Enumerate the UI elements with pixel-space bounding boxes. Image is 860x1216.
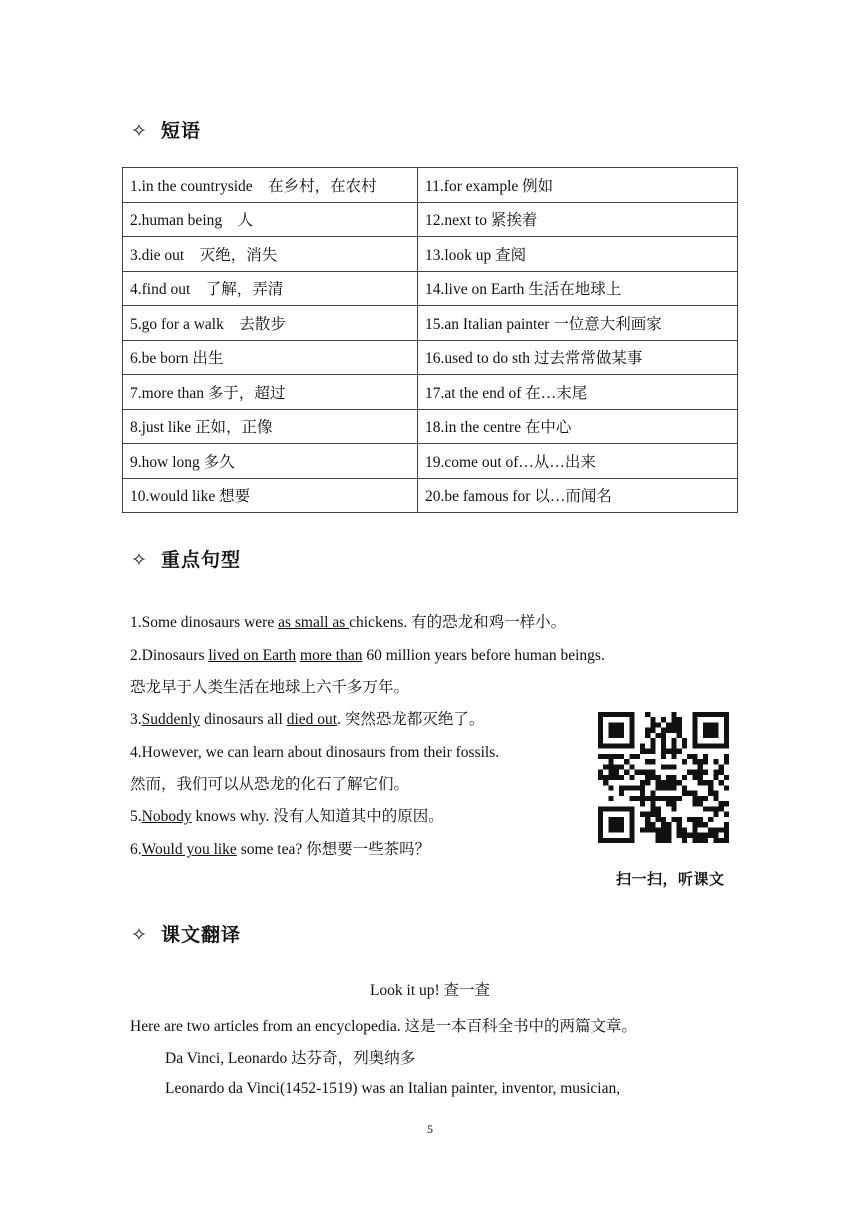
table-row xyxy=(123,306,738,341)
phrase-cell: 4.find out 了解，弄清 xyxy=(123,271,418,306)
phrase-cell: 17.at the end of 在…末尾 xyxy=(418,375,738,410)
translation-paragraph: Da Vinci, Leonardo 达芬奇，列奥纳多 xyxy=(165,1050,416,1067)
phrase-cell: 16.used to do sth 过去常常做某事 xyxy=(418,340,738,375)
phrase-cell: 14.live on Earth 生活在地球上 xyxy=(418,271,738,306)
sentence-1: 1.Some dinosaurs were as small as chickens. 有的恐龙和鸡一样小。 xyxy=(130,614,567,631)
table-row xyxy=(123,444,738,479)
translation-paragraph: Here are two articles from an encyclopedia. 这是一本百科全书中的两篇文章。 xyxy=(130,1018,638,1035)
phrase-cell: 13.look up 查阅 xyxy=(418,237,738,272)
underlined-phrase: died out xyxy=(286,711,338,728)
section-heading-translation xyxy=(131,920,241,947)
qr-caption: 扫一扫，听课文 xyxy=(616,870,725,888)
table-row xyxy=(123,375,738,410)
phrase-cell: 10.would like 想要 xyxy=(123,478,418,513)
sentence-4: 4.However, we can learn about dinosaurs from their fossils. xyxy=(130,744,500,761)
page-number: 5 xyxy=(427,1122,433,1136)
phrase-cell: 18.in the centre 在中心 xyxy=(418,409,738,444)
phrase-cell: 2.human being 人 xyxy=(123,202,418,237)
underlined-phrase: more than xyxy=(300,647,363,664)
phrase-cell: 1.in the countryside 在乡村，在农村 xyxy=(123,168,418,203)
underlined-phrase: Would you like xyxy=(141,841,237,858)
phrase-cell: 20.be famous for 以…而闻名 xyxy=(418,478,738,513)
diamond-bullet-icon: ✧ xyxy=(131,549,148,571)
table-row xyxy=(123,478,738,513)
phrase-cell: 7.more than 多于，超过 xyxy=(123,375,418,410)
table-row xyxy=(123,202,738,237)
diamond-bullet-icon: ✧ xyxy=(131,924,148,946)
translation-paragraph: Leonardo da Vinci(1452-1519) was an Italian painter, inventor, musician, xyxy=(165,1080,621,1097)
translation-title: Look it up! 查一查 xyxy=(369,982,491,999)
phrase-cell: 5.go for a walk 去散步 xyxy=(123,306,418,341)
table-row xyxy=(123,271,738,306)
underlined-phrase: as small as xyxy=(278,614,350,631)
heading-text: 短语 xyxy=(161,120,202,142)
key-sentences xyxy=(130,606,605,866)
section-heading-sentences xyxy=(131,545,241,572)
sentence-2-translation: 恐龙早于人类生活在地球上六千多万年。 xyxy=(130,679,410,696)
underlined-phrase: lived on Earth xyxy=(208,647,297,664)
phrase-cell: 3.die out 灭绝，消失 xyxy=(123,237,418,272)
sentence-4-translation: 然而，我们可以从恐龙的化石了解它们。 xyxy=(130,776,410,793)
sentence-3: 3.Suddenly dinosaurs all died out. 突然恐龙都灭绝了。 xyxy=(130,711,485,728)
phrase-cell: 12.next to 紧挨着 xyxy=(418,202,738,237)
phrases-table-body xyxy=(123,168,738,513)
phrase-cell: 11.for example 例如 xyxy=(418,168,738,203)
sentence-6: 6.Would you like some tea? 你想要一些茶吗？ xyxy=(130,841,431,858)
sentence-2: 2.Dinosaurs lived on Earth more than 60 million years before human beings. xyxy=(130,647,605,664)
phrase-cell: 19.come out of…从…出来 xyxy=(418,444,738,479)
table-row xyxy=(123,409,738,444)
underlined-phrase: Nobody xyxy=(141,808,192,825)
section-heading-phrases xyxy=(131,116,201,143)
underlined-phrase: Suddenly xyxy=(141,711,201,728)
phrase-cell: 6.be born 出生 xyxy=(123,340,418,375)
diamond-bullet-icon: ✧ xyxy=(131,120,148,142)
phrases-table xyxy=(122,167,738,513)
qr-code-icon[interactable] xyxy=(598,712,729,843)
table-row xyxy=(123,340,738,375)
table-row xyxy=(123,168,738,203)
sentence-5: 5.Nobody knows why. 没有人知道其中的原因。 xyxy=(130,808,444,825)
phrase-cell: 15.an Italian painter 一位意大利画家 xyxy=(418,306,738,341)
table-row xyxy=(123,237,738,272)
phrase-cell: 8.just like 正如，正像 xyxy=(123,409,418,444)
heading-text: 重点句型 xyxy=(161,549,242,571)
heading-text: 课文翻译 xyxy=(161,924,242,946)
phrase-cell: 9.how long 多久 xyxy=(123,444,418,479)
